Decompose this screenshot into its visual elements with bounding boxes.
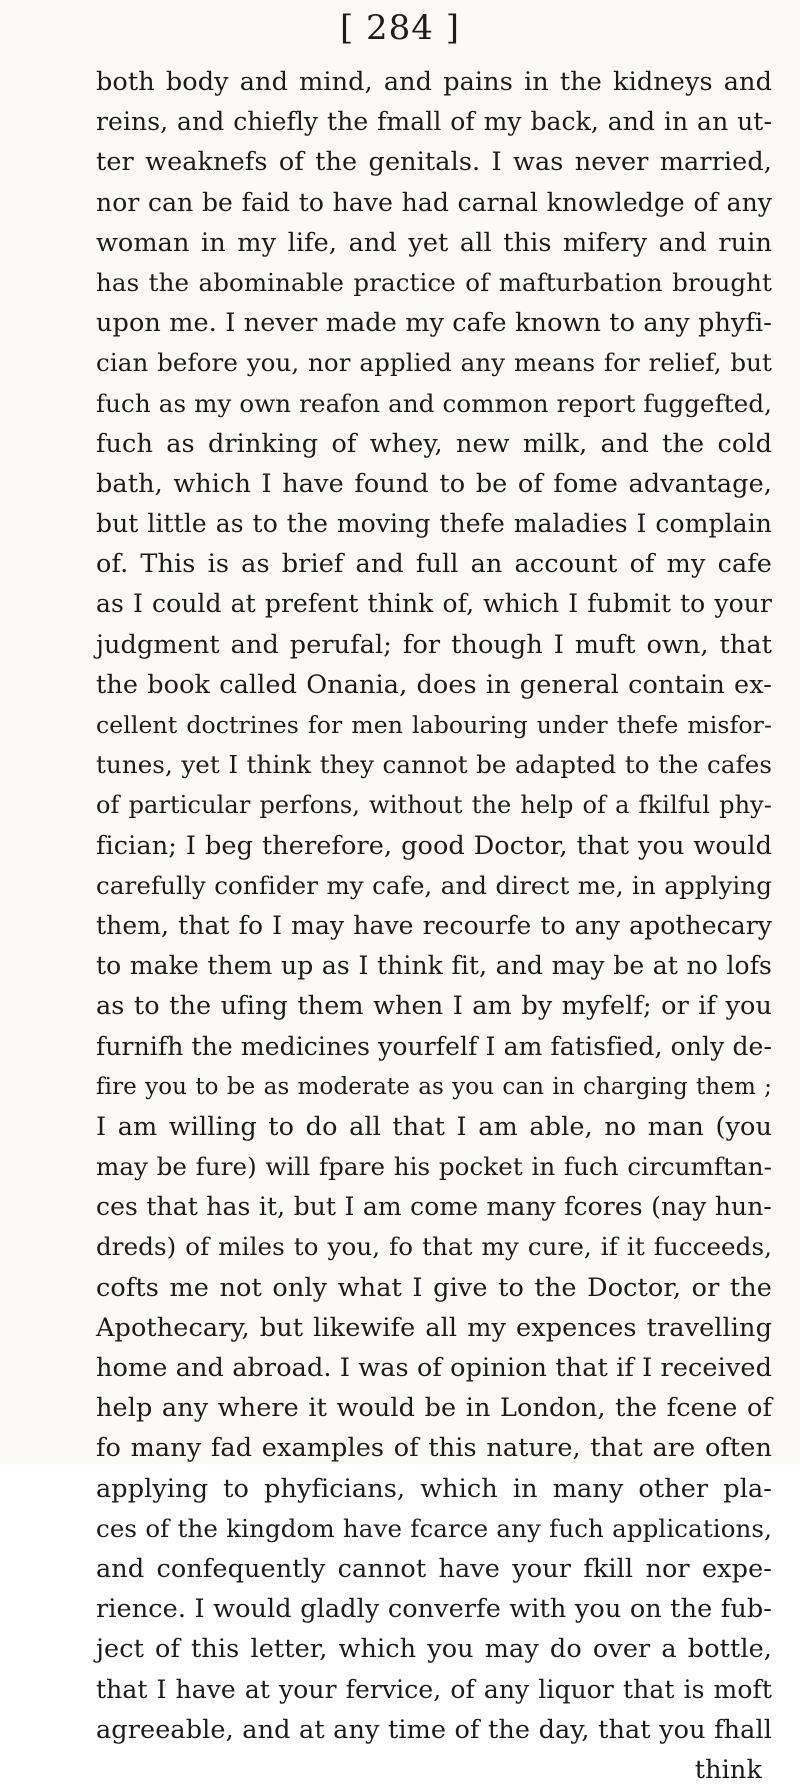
text-line: furnifh the medicines yourfelf I am fatisfied, only de- [96,1031,772,1061]
text-line: agreeable, and at any time of the day, that you fhall [96,1714,772,1745]
body-text [96,62,772,1790]
text-line: but little as to the moving thefe maladies I complain [96,509,772,539]
text-line: as I could at prefent think of, which I fubmit to your [96,589,772,619]
text-line: judgment and perufal; for though I muft own, that [96,629,772,660]
text-line: woman in my life, and yet all this mifery and ruin [96,227,772,258]
text-line: nor can be faid to have had carnal knowledge of any [96,187,772,217]
text-line: upon me. I never made my cafe known to any phyfi- [96,308,772,339]
text-line: carefully confider my cafe, and direct me, in applying [96,870,772,900]
text-line: of. This is as brief and full an account of my cafe [96,549,772,580]
text-line: them, that fo I may have recourfe to any apothecary [96,910,772,940]
text-line: Apothecary, but likewife all my expences travelling [96,1312,772,1343]
text-line: ces that has it, but I am come many fcores (nay hun- [96,1192,772,1222]
text-line: applying to phyficians, which in many other pla- [96,1473,772,1504]
text-line: dreds) of miles to you, fo that my cure, if it fucceeds, [96,1232,772,1262]
text-line: to make them up as I think fit, and may be at no lofs [96,951,772,981]
text-line: has the abominable practice of mafturbation brought [96,267,772,297]
text-line: of particular perfons, without the help of a fkilful phy- [96,791,772,820]
text-line: ter weaknefs of the genitals. I was never married, [96,147,772,178]
text-line: as to the ufing them when I am by myfelf; or if you [96,991,772,1022]
text-line: think [694,1754,762,1785]
text-line: cellent doctrines for men labouring under thefe misfor- [96,711,772,739]
text-line: and confequently cannot have your fkill nor expe- [96,1553,772,1584]
text-line: fician; I beg therefore, good Doctor, that you would [96,830,772,861]
text-line: cofts me not only what I give to the Doctor, or the [96,1272,772,1303]
text-line: the book called Onania, does in general contain ex- [96,669,772,700]
text-line: reins, and chiefly the fmall of my back, and in an ut- [96,107,772,137]
text-line: cian before you, nor applied any means for relief, but [96,348,772,378]
text-line: that I have at your fervice, of any liquor that is moft [96,1674,772,1704]
text-line: ject of this letter, which you may do over a bottle, [96,1634,772,1665]
text-line: bath, which I have found to be of fome advantage, [96,468,772,499]
page-number: [ 284 ] [339,8,461,48]
text-line: fo many fad examples of this nature, that are often [96,1433,772,1464]
text-line: ces of the kingdom have fcarce any fuch applications, [96,1513,772,1543]
text-line: fuch as drinking of whey, new milk, and the cold [96,428,772,459]
text-line: rience. I would gladly converfe with you on the fub- [96,1594,772,1625]
text-line: home and abroad. I was of opinion that if I received [96,1353,772,1383]
text-line: help any where it would be in London, the fcene of [96,1393,772,1424]
text-line: fuch as my own reafon and common report fuggefted, [96,388,772,418]
text-line: may be fure) will fpare his pocket in fuch circumftan- [96,1152,772,1182]
text-line: tunes, yet I think they cannot be adapted to the cafes [96,750,772,780]
text-line: both body and mind, and pains in the kidneys and [96,67,772,97]
text-line: fire you to be as moderate as you can in charging them ; [96,1073,772,1100]
text-line: I am willing to do all that I am able, no man (you [96,1111,772,1142]
